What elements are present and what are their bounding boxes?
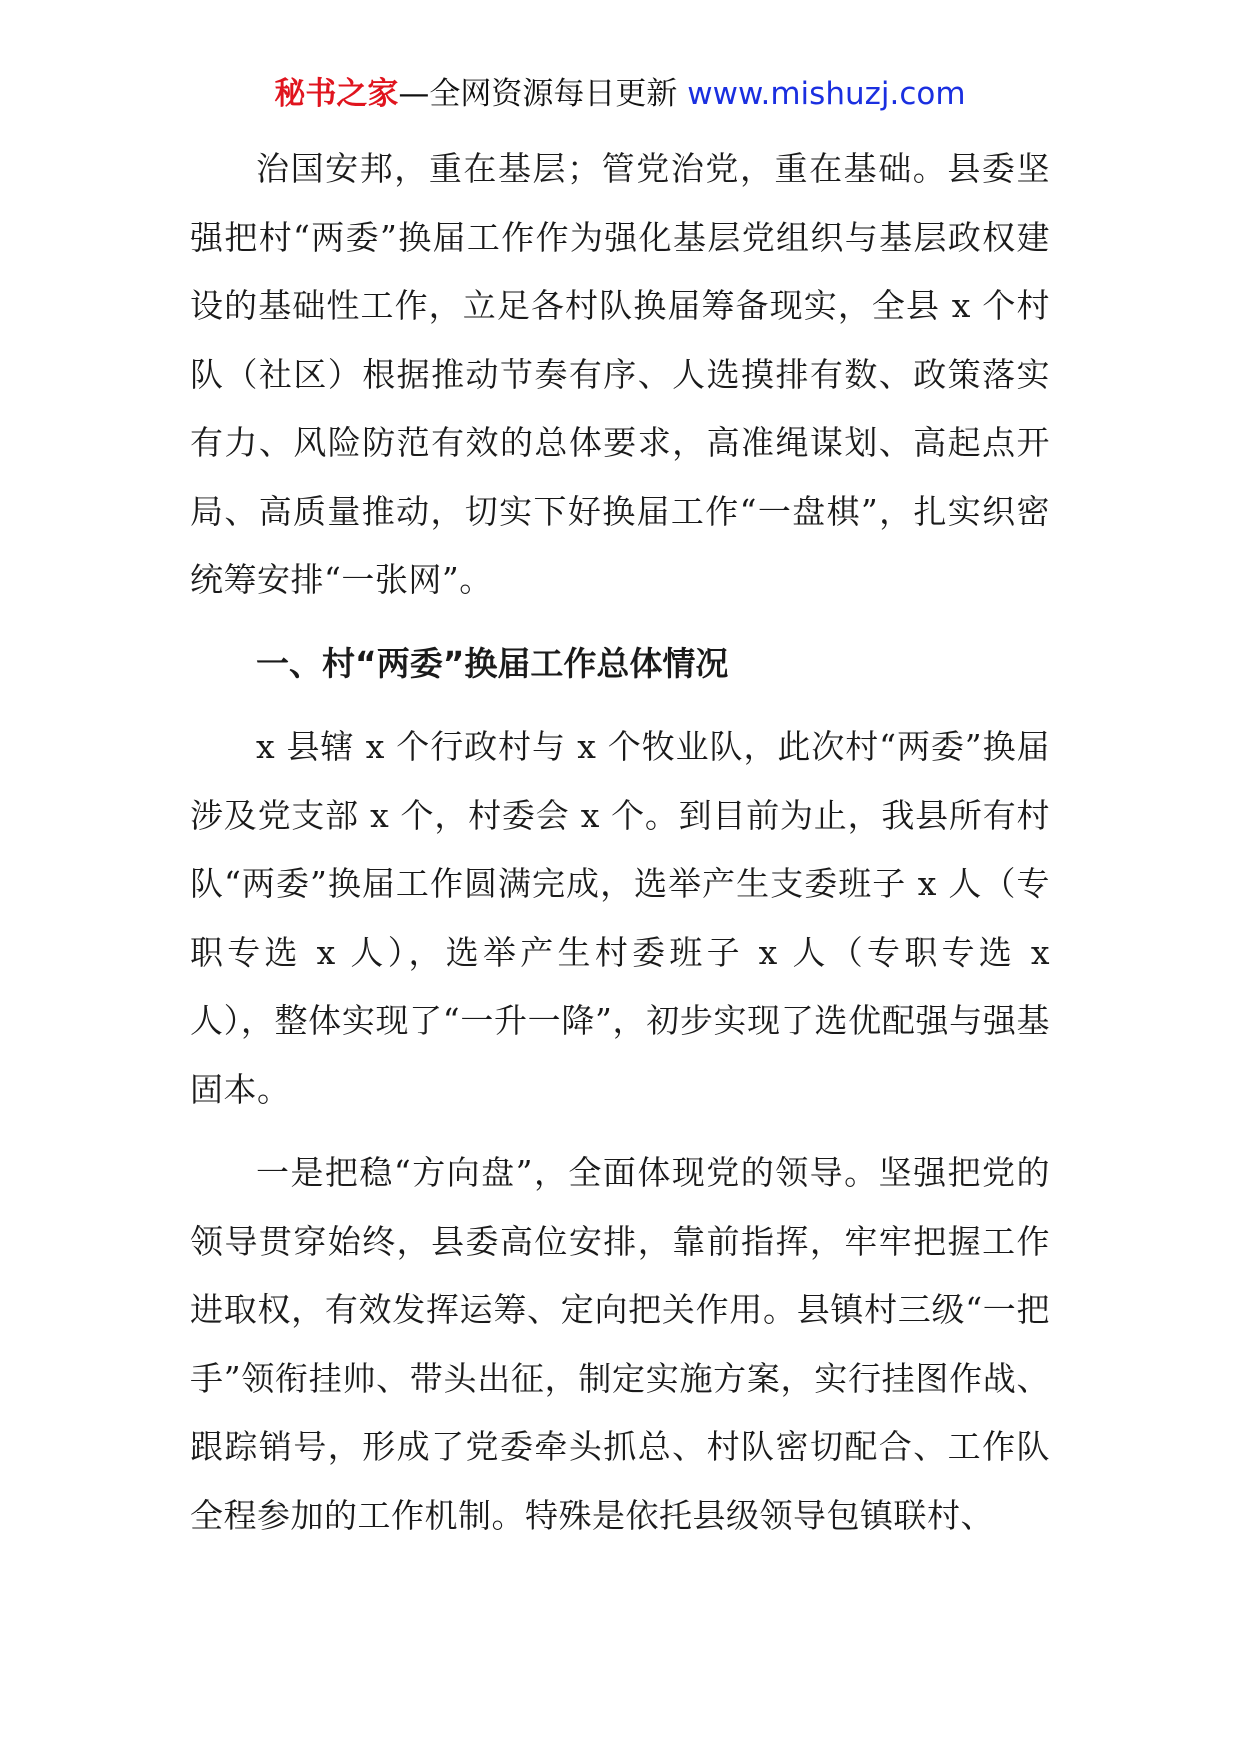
section-paragraph-summary: x 县辖 x 个行政村与 x 个牧业队，此次村“两委”换届涉及党支部 x 个，村委会 x 个。到目前为止，我县所有村队“两委”换届工作圆满完成，选举产生支委班子 x 人（专职专选 x 人），选举产生村委班子 x 人（专职专选 x 人），整体实现了“一升一降”，初步实现了选优配强与强基固本。: [190, 727, 1050, 1109]
section-paragraph-direction: 一是把稳“方向盘”，全面体现党的领导。坚强把党的领导贯穿始终，县委高位安排，靠前指挥，牢牢把握工作进取权，有效发挥运筹、定向把关作用。县镇村三级“一把手”领衔挂帅、带头出征，制定实施方案，实行挂图作战、跟踪销号，形成了党委牵头抓总、村队密切配合、工作队全程参加的工作机制。特殊是依托县级领导包镇联村、: [190, 1153, 1050, 1535]
intro-paragraph: 治国安邦，重在基层；管党治党，重在基础。县委坚强把村“两委”换届工作作为强化基层党组织与基层政权建设的基础性工作，立足各村队换届筹备现实，全县 x 个村队（社区）根据推动节奏有序、人选摸排有数、政策落实有力、风险防范有效的总体要求，高准绳谋划、高起点开局、高质量推动，切实下好换届工作“一盘棋”，扎实织密统筹安排“一张网”。: [190, 149, 1050, 599]
brand-name: 秘书之家: [274, 76, 399, 112]
header-tagline: —全网资源每日更新: [398, 76, 688, 112]
page-header: [0, 72, 1240, 116]
section-heading: 一、村“两委”换届工作总体情况: [256, 643, 729, 683]
document-body: [190, 135, 1050, 1550]
website-url[interactable]: www.mishuzj.com: [687, 76, 966, 112]
